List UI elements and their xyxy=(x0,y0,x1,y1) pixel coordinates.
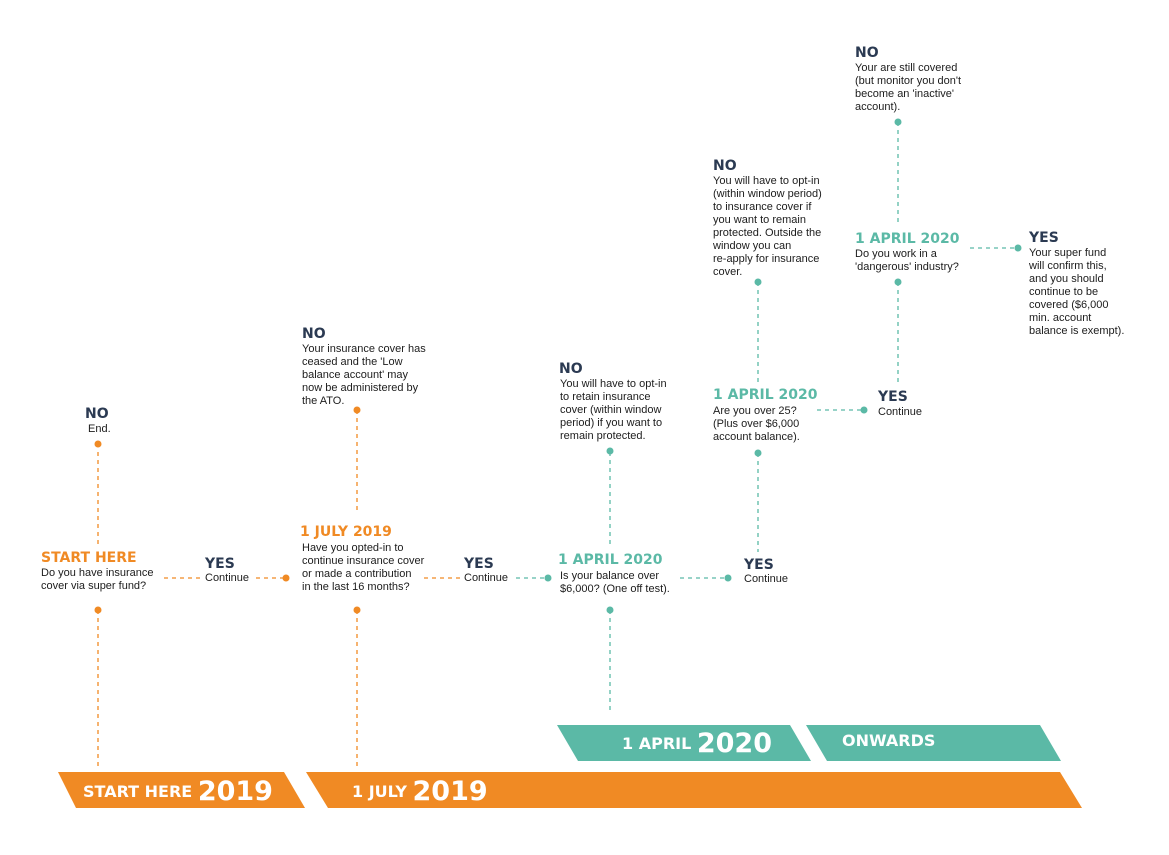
age-yes-heading: YES xyxy=(878,389,908,405)
start-no-heading: NO xyxy=(85,406,109,422)
dot-age-no xyxy=(755,279,762,286)
july-no-text: Your insurance cover has ceased and the 'Low balance account' may now be administered by the ATO. xyxy=(302,343,426,407)
dot-dangerous-bottom xyxy=(895,279,902,286)
dot-age-bottom xyxy=(755,450,762,457)
timeline-onwards-label: ONWARDS xyxy=(842,731,936,750)
july-yes-text: Continue xyxy=(464,572,509,584)
dot-start-yes xyxy=(283,575,290,582)
dot-age-yes xyxy=(861,407,868,414)
dot-balance-bottom xyxy=(607,607,614,614)
july-question: Have you opted-in to continue insurance cover or made a contribution in the last 16 months? xyxy=(302,542,425,593)
timeline-april-label xyxy=(622,728,772,759)
age-yes-text: Continue xyxy=(878,406,923,418)
dot-balance-yes xyxy=(725,575,732,582)
start-yes-heading: YES xyxy=(205,556,235,572)
dot-balance-no xyxy=(607,448,614,455)
timeline-july-big: 2019 xyxy=(412,776,488,807)
timeline-july-small: 1 JULY xyxy=(352,782,407,801)
balance-yes-heading: YES xyxy=(744,557,774,573)
timeline-april-big: 2020 xyxy=(696,728,773,759)
dot-july-yes xyxy=(545,575,552,582)
july-no-heading: NO xyxy=(302,326,326,342)
timeline-april-small: 1 APRIL xyxy=(622,734,692,753)
dangerous-yes-text: Your super fund will confirm this, and you should continue to be covered ($6,000 min. account balance is exempt). xyxy=(1029,247,1125,337)
dot-start-no xyxy=(95,441,102,448)
age-no-text: You will have to opt-in (within window period) to insurance cover if you want to remain protected. Outside the window you can re-apply for insurance cover. xyxy=(713,175,822,278)
timeline-start-label xyxy=(83,776,273,807)
dangerous-title: 1 APRIL 2020 xyxy=(855,231,960,247)
timeline-start-small: START HERE xyxy=(83,782,193,801)
balance-no-heading: NO xyxy=(559,361,583,377)
start-question: Do you have insurance cover via super fund? xyxy=(41,567,154,592)
age-question: Are you over 25? (Plus over $6,000 account balance). xyxy=(713,405,800,443)
start-no-text: End. xyxy=(88,423,111,435)
balance-yes-text: Continue xyxy=(744,573,789,585)
balance-title: 1 APRIL 2020 xyxy=(558,552,663,568)
start-title: START HERE xyxy=(41,550,137,566)
dangerous-no-heading: NO xyxy=(855,45,879,61)
balance-no-text: You will have to opt-in to retain insurance cover (within window period) if you want to remain protected. xyxy=(560,378,667,442)
dangerous-no-text: Your are still covered (but monitor you don't become an 'inactive' account). xyxy=(855,62,962,113)
july-title: 1 JULY 2019 xyxy=(300,524,392,540)
dangerous-yes-heading: YES xyxy=(1029,230,1059,246)
age-no-heading: NO xyxy=(713,158,737,174)
timeline-start-big: 2019 xyxy=(197,776,273,807)
dangerous-question: Do you work in a 'dangerous' industry? xyxy=(855,248,959,273)
dot-dangerous-yes xyxy=(1015,245,1022,252)
dot-start-bottom xyxy=(95,607,102,614)
timeline-july-label xyxy=(352,776,488,807)
dot-dangerous-no xyxy=(895,119,902,126)
age-title: 1 APRIL 2020 xyxy=(713,387,818,403)
july-yes-heading: YES xyxy=(464,556,494,572)
balance-question: Is your balance over $6,000? (One off test). xyxy=(560,570,670,595)
dot-july-bottom xyxy=(354,607,361,614)
start-yes-text: Continue xyxy=(205,572,250,584)
